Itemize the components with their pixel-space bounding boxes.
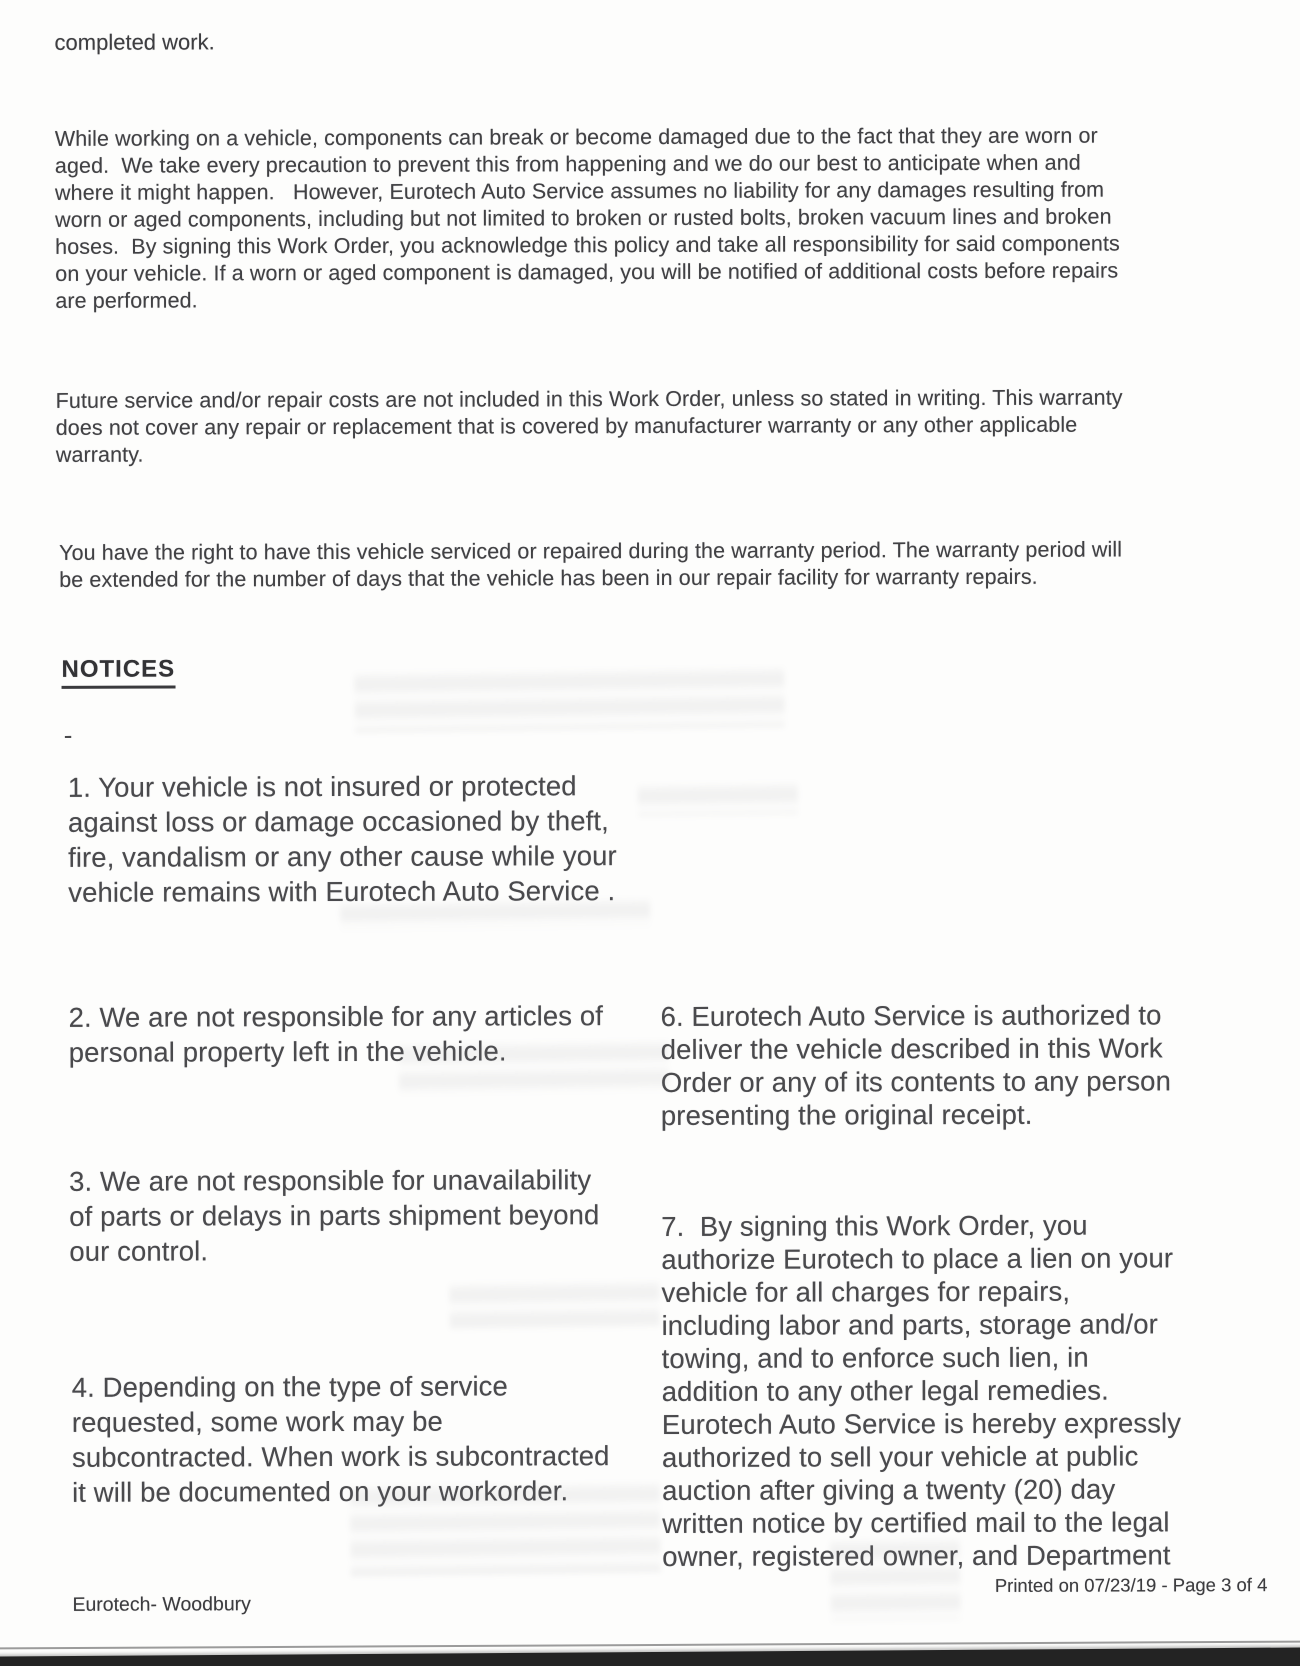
notices-heading: NOTICES (61, 655, 175, 688)
notice-item-3: 3. We are not responsible for unavailability of parts or delays in parts shipment beyond our control. (69, 1164, 600, 1267)
intro-line: completed work. (54, 29, 215, 55)
paragraph-warranty-period: You have the right to have this vehicle serviced or repaired during the warranty period. The warranty period will be extended for the number of days that the vehicle has been in our repair facility for warranty repairs. (59, 537, 1123, 592)
notice-item-4: 4. Depending on the type of service requested, some work may be subcontracted. When work is subcontracted it will be documented on your workorder. (71, 1370, 610, 1508)
notice-item-2: 2. We are not responsible for any articles of personal property left in the vehicle. (68, 1000, 604, 1068)
paragraph-warranty: Future service and/or repair costs are not included in this Work Order, unless so stated in writing. This warranty does not cover any repair or replacement that is covered by manufacturer warranty or any other applicable warranty. (55, 385, 1123, 467)
bleed-through-artifact (449, 1279, 660, 1330)
notice-item-6: 6. Eurotech Auto Service is authorized to deliver the vehicle described in this Work Order or any of its contents to any person presenting the original receipt. (660, 999, 1172, 1131)
stray-dash-mark: - (63, 719, 73, 750)
notice-item-1: 1. Your vehicle is not insured or protected against loss or damage occasioned by theft, fire, vandalism or any other cause while your vehicle remains with Eurotech Auto Service . (67, 770, 617, 908)
footer-location-label: Eurotech- Woodbury (72, 1593, 251, 1616)
footer-print-info: Printed on 07/23/19 - Page 3 of 4 (994, 1574, 1268, 1596)
notice-item-7: 7. By signing this Work Order, you authorize Eurotech to place a lien on your vehicle for all charges for repairs, including labor and parts, storage and/or towing, and to enforce such lien, in addition to any other legal remedies. Eurotech Auto Service is hereby expressly authorized to sell your vehicle at public auction after giving a twenty (20) day written notice by certified mail to the legal owner, registered owner, and Department (661, 1209, 1182, 1572)
paragraph-liability: While working on a vehicle, components can break or become damaged due to the fact that they are worn or aged. We take every precaution to prevent this from happening and we do our best to anticipate when and where it might happen. However, Eurotech Auto Service assumes no liability for any damages resulting from worn or aged components, including but not limited to broken or rusted bolts, broken vacuum lines and broken hoses. By signing this Work Order, you acknowledge this policy and take all responsibility for said components on your vehicle. If a worn or aged component is damaged, you will be notified of additional costs before repairs are performed. (54, 123, 1120, 313)
bleed-through-artifact (354, 665, 785, 733)
